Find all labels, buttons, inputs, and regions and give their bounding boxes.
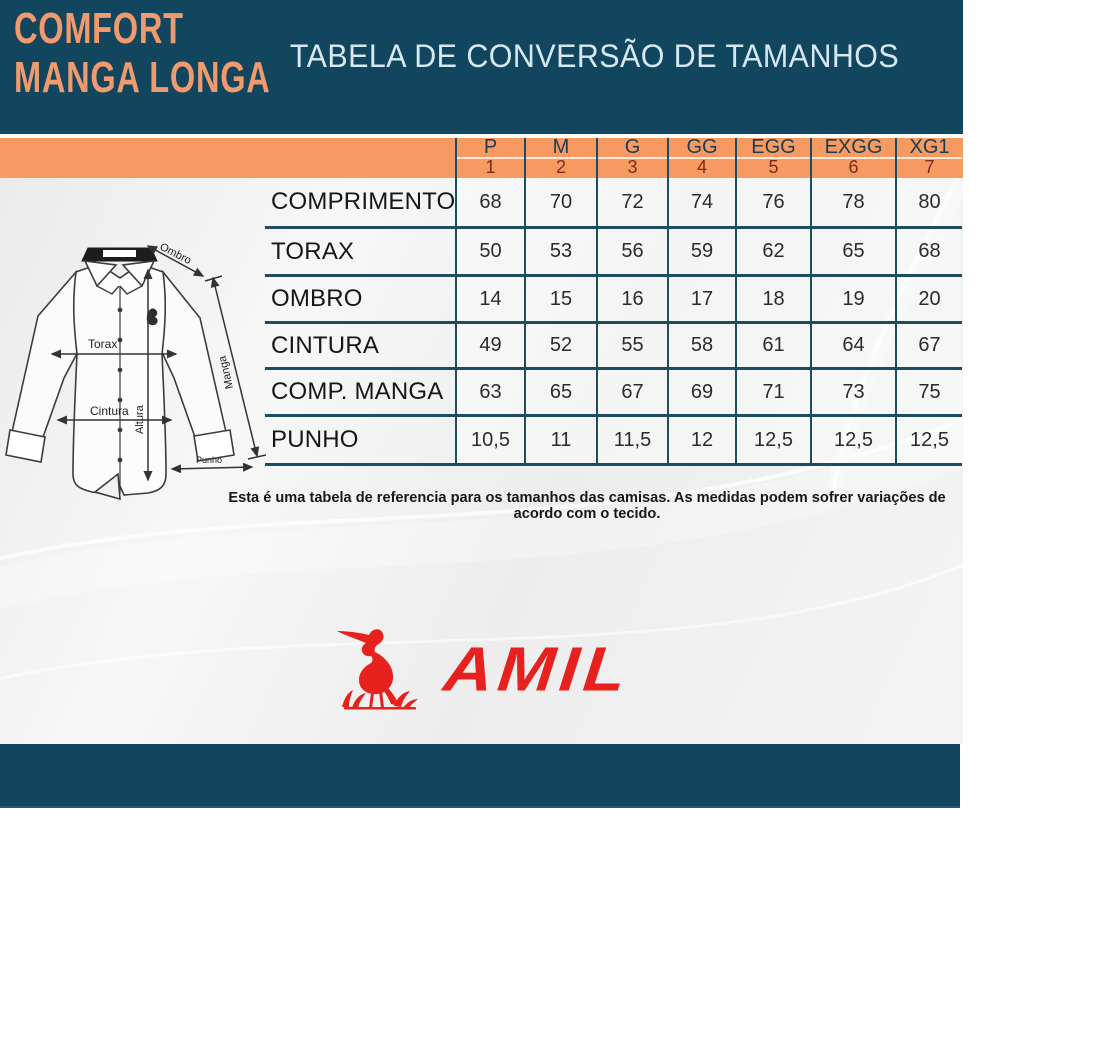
cell: 65 bbox=[524, 370, 596, 414]
cell: 67 bbox=[596, 370, 667, 414]
cell: 71 bbox=[735, 370, 810, 414]
size-number: 5 bbox=[768, 157, 779, 177]
cell: 19 bbox=[810, 277, 895, 321]
product-name-line1: COMFORT bbox=[14, 4, 184, 53]
cell: 15 bbox=[524, 277, 596, 321]
size-column-header bbox=[895, 138, 962, 178]
page-title: TABELA DE CONVERSÃO DE TAMANHOS bbox=[289, 38, 900, 74]
label-altura: Altura bbox=[134, 405, 146, 434]
cell: 73 bbox=[810, 370, 895, 414]
footnote: Esta é uma tabela de referencia para os tamanhos das camisas. As medidas podem sofrer variações de acordo com o tecido. bbox=[228, 490, 946, 522]
cell: 12,5 bbox=[810, 417, 895, 463]
cell: 76 bbox=[735, 178, 810, 226]
table-row bbox=[265, 417, 962, 466]
cell: 67 bbox=[895, 324, 962, 367]
size-column-header bbox=[455, 138, 524, 178]
size-column-header bbox=[524, 138, 596, 178]
row-label: CINTURA bbox=[271, 331, 380, 359]
shirt-diagram bbox=[0, 236, 266, 510]
cell: 56 bbox=[596, 229, 667, 274]
bottom-bar bbox=[0, 744, 960, 808]
cell: 17 bbox=[667, 277, 735, 321]
cell: 61 bbox=[735, 324, 810, 367]
table-header-row bbox=[265, 138, 962, 178]
header-spacer bbox=[265, 138, 455, 178]
cell: 49 bbox=[455, 324, 524, 367]
size-number: 2 bbox=[555, 157, 566, 177]
table-row bbox=[265, 324, 962, 370]
cell: 12,5 bbox=[735, 417, 810, 463]
cell: 59 bbox=[667, 229, 735, 274]
cell: 12 bbox=[667, 417, 735, 463]
size-letter: EXGG bbox=[812, 138, 895, 159]
size-number: 4 bbox=[696, 157, 707, 177]
cell: 12,5 bbox=[895, 417, 962, 463]
cell: 63 bbox=[455, 370, 524, 414]
cell: 50 bbox=[455, 229, 524, 274]
cell: 72 bbox=[596, 178, 667, 226]
size-letter: EGG bbox=[737, 138, 810, 159]
label-cintura: Cintura bbox=[90, 404, 129, 418]
row-label: COMP. MANGA bbox=[271, 378, 444, 405]
cell: 10,5 bbox=[455, 417, 524, 463]
cell: 11 bbox=[524, 417, 596, 463]
label-punho: Punho bbox=[196, 455, 223, 465]
header-banner bbox=[0, 0, 963, 134]
row-label: PUNHO bbox=[271, 426, 359, 453]
size-column-header bbox=[810, 138, 895, 178]
cell: 70 bbox=[524, 178, 596, 226]
cell: 68 bbox=[895, 229, 962, 274]
size-letter: XG1 bbox=[897, 138, 962, 159]
table-row bbox=[265, 178, 962, 229]
table-row bbox=[265, 277, 962, 324]
cell: 78 bbox=[810, 178, 895, 226]
cell: 62 bbox=[735, 229, 810, 274]
cell: 16 bbox=[596, 277, 667, 321]
size-column-header bbox=[667, 138, 735, 178]
cell: 64 bbox=[810, 324, 895, 367]
label-torax: Torax bbox=[88, 337, 118, 351]
cell: 69 bbox=[667, 370, 735, 414]
cell: 20 bbox=[895, 277, 962, 321]
cell: 53 bbox=[524, 229, 596, 274]
row-label: TORAX bbox=[271, 237, 355, 265]
size-number: 7 bbox=[924, 157, 935, 177]
size-letter: M bbox=[526, 138, 596, 159]
row-label: COMPRIMENTO bbox=[271, 188, 456, 215]
product-name-line2: MANGA LONGA bbox=[14, 53, 271, 103]
size-conversion-table bbox=[265, 138, 962, 466]
heron-icon bbox=[336, 616, 436, 710]
brand-logo bbox=[336, 614, 635, 710]
cell: 68 bbox=[455, 178, 524, 226]
cell: 14 bbox=[455, 277, 524, 321]
table-row bbox=[265, 229, 962, 277]
size-column-header bbox=[596, 138, 667, 178]
size-number: 1 bbox=[485, 157, 496, 177]
brand-wordmark: AMIL bbox=[440, 634, 635, 705]
size-letter: G bbox=[598, 138, 667, 159]
label-ombro: Ombro bbox=[157, 240, 194, 267]
cell: 52 bbox=[524, 324, 596, 367]
row-label: OMBRO bbox=[271, 285, 363, 312]
cell: 18 bbox=[735, 277, 810, 321]
shirt-body bbox=[73, 264, 166, 499]
table-row bbox=[265, 370, 962, 417]
cell: 65 bbox=[810, 229, 895, 274]
label-manga: Manga bbox=[216, 354, 236, 391]
size-letter: GG bbox=[669, 138, 735, 159]
size-number: 3 bbox=[627, 157, 638, 177]
cell: 80 bbox=[895, 178, 962, 226]
cell: 58 bbox=[667, 324, 735, 367]
size-column-header bbox=[735, 138, 810, 178]
size-number: 6 bbox=[848, 157, 859, 177]
size-letter: P bbox=[457, 138, 524, 159]
cell: 75 bbox=[895, 370, 962, 414]
cell: 11,5 bbox=[596, 417, 667, 463]
product-name bbox=[14, 4, 271, 103]
cell: 55 bbox=[596, 324, 667, 367]
cell: 74 bbox=[667, 178, 735, 226]
